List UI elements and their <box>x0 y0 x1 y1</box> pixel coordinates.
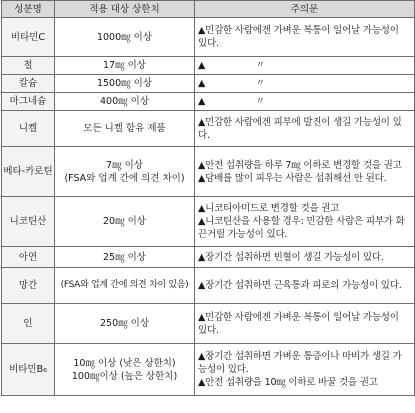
caution-text <box>195 57 415 75</box>
caution-line: ▲민감한 사람에겐 가벼운 복통이 일어날 가능성이 있다. <box>198 25 399 49</box>
caution-text <box>195 147 415 197</box>
table-row <box>2 304 415 344</box>
upper-limit: 1000㎎ 이상 <box>55 18 195 57</box>
table-row <box>2 344 415 396</box>
ingredient-name: 망간 <box>2 268 55 304</box>
header-row <box>2 1 415 18</box>
ingredient-name: 마그네슘 <box>2 93 55 111</box>
upper-limit: 25㎎ 이상 <box>55 247 195 268</box>
caution-line: ▲장기간 섭취하면 빈혈이 생길 가능성이 있다. <box>198 251 384 263</box>
upper-limit: 17㎎ 이상 <box>55 57 195 75</box>
caution-line: ▲장기간 섭취하면 가벼운 통증이나 마비가 생길 가능성이 있다. <box>198 351 402 375</box>
header-caution: 주의문 <box>195 1 415 18</box>
ingredient-name: 철 <box>2 57 55 75</box>
caution-line: ▲민감한 사람에겐 피부에 발진이 생길 가능성이 있다. <box>198 116 402 141</box>
table-row <box>2 147 415 197</box>
caution-line: ▲장기간 섭취하면 근육통과 피로의 가능성이 있다. <box>198 280 402 291</box>
caution-text <box>195 111 415 147</box>
caution-line: ▲ <box>198 60 206 71</box>
upper-limit: 250㎎ 이상 <box>55 304 195 344</box>
ditto-mark: 〃 <box>255 96 265 107</box>
caution-line: ▲니코티아미드로 변경할 것을 권고 <box>198 203 340 214</box>
caution-text <box>195 197 415 247</box>
table-row <box>2 93 415 111</box>
upper-limit-line: 10㎎ 이상 (낮은 상한치) <box>73 357 176 369</box>
header-upper-limit: 적용 대상 상한치 <box>55 1 195 18</box>
ingredient-name: 니켈 <box>2 111 55 147</box>
caution-line: ▲안전 섭취량을 10㎎ 이하로 바꿀 것을 권고 <box>198 377 378 388</box>
ingredient-name: 비타민B₆ <box>2 344 55 396</box>
upper-limit-line: 100㎎이상 (높은 상한치) <box>71 370 178 382</box>
caution-line: ▲담배를 많이 피우는 사람은 섭취해선 안 된다. <box>198 172 387 184</box>
caution-line: ▲민감한 사람에겐 가벼운 복통이 일어날 가능성이 있다. <box>198 311 399 336</box>
supplement-limits-table <box>1 0 415 396</box>
ditto-mark: 〃 <box>255 60 265 71</box>
table-row <box>2 268 415 304</box>
caution-text <box>195 304 415 344</box>
header-ingredient: 성분명 <box>2 1 55 18</box>
caution-text <box>195 268 415 304</box>
upper-limit: 1500㎎ 이상 <box>55 75 195 93</box>
ingredient-name: 아연 <box>2 247 55 268</box>
table-row <box>2 111 415 147</box>
caution-line: ▲ <box>198 78 206 89</box>
upper-limit: 20㎎ 이상 <box>55 197 195 247</box>
ingredient-name: 인 <box>2 304 55 344</box>
ingredient-name: 베타-카로틴 <box>2 147 55 197</box>
upper-limit <box>55 147 195 197</box>
caution-text <box>195 344 415 396</box>
caution-line: ▲안전 섭취량을 하루 7㎎ 이하로 변경할 것을 권고 <box>198 159 402 171</box>
upper-limit: 400㎎ 이상 <box>55 93 195 111</box>
caution-text <box>195 18 415 57</box>
caution-text <box>195 75 415 93</box>
table-row <box>2 197 415 247</box>
table-row <box>2 57 415 75</box>
caution-line: ▲니코틴산을 사용할 경우: 민감한 사람은 피부가 화끈거릴 가능성이 있다. <box>198 216 405 240</box>
upper-limit-line: 7㎎ 이상 <box>106 159 143 171</box>
caution-line: ▲ <box>198 96 206 107</box>
caution-text <box>195 93 415 111</box>
ingredient-name: 니코틴산 <box>2 197 55 247</box>
upper-limit: (FSA와 업계 간에 의견 차이 있음) <box>55 268 195 304</box>
table-row <box>2 18 415 57</box>
upper-limit: 모든 니켈 함유 제품 <box>55 111 195 147</box>
table-row <box>2 75 415 93</box>
ingredient-name: 비타민C <box>2 18 55 57</box>
upper-limit <box>55 344 195 396</box>
caution-text <box>195 247 415 268</box>
table-row <box>2 247 415 268</box>
upper-limit-line: (FSA와 업계 간에 의견 차이) <box>64 172 185 184</box>
ingredient-name: 칼슘 <box>2 75 55 93</box>
ditto-mark: 〃 <box>255 78 265 89</box>
